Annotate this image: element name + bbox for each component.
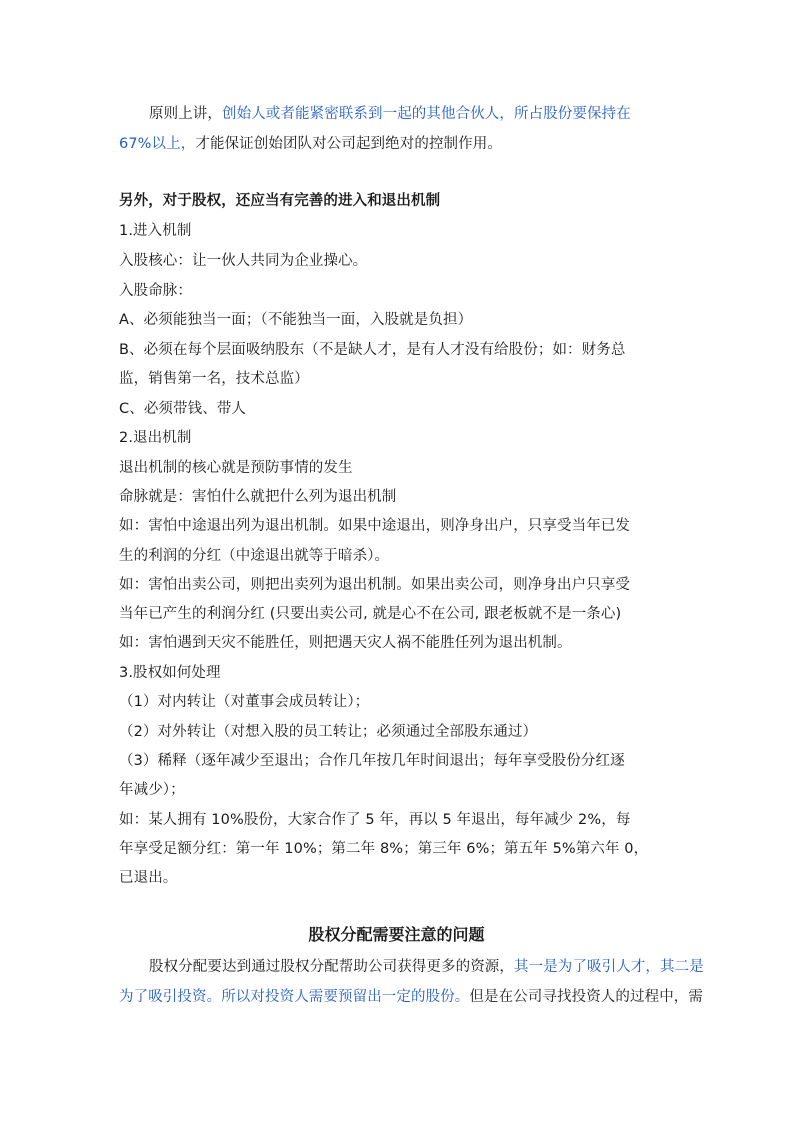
body-line bbox=[119, 987, 704, 1007]
body-line: A、必须能独当一面；（不能独当一面，入股就是负担） bbox=[119, 312, 473, 328]
body-line: 命脉就是：害怕什么就把什么列为退出机制 bbox=[119, 489, 397, 505]
body-line: 如：害怕遇到天灾不能胜任，则把遇天灾人祸不能胜任列为退出机制。 bbox=[119, 635, 572, 651]
body-line: 退出机制的核心就是预防事情的发生 bbox=[119, 460, 353, 476]
body-line: 当年已产生的利润分红 (只要出卖公司, 就是心不在公司, 跟老板就不是一条心) bbox=[119, 606, 622, 622]
intro-line-1 bbox=[149, 104, 709, 124]
section-heading: 另外，对于股权，还应当有完善的进入和退出机制 bbox=[119, 193, 441, 209]
body-line bbox=[149, 957, 704, 977]
intro-highlight: 创始人或者能紧密联系到一起的其他合伙人，所占股份要保持在 bbox=[222, 106, 631, 122]
section-title: 股权分配需要注意的问题 bbox=[308, 925, 485, 944]
body-highlight: 为了吸引投资。所以对投资人需要预留出一定的股份。 bbox=[119, 989, 470, 1005]
body-line: 2.退出机制 bbox=[119, 430, 192, 446]
intro-text: 原则上讲， bbox=[149, 106, 222, 122]
body-text: 但是在公司寻找投资人的过程中，需 bbox=[469, 989, 704, 1005]
body-line: C、必须带钱、带人 bbox=[119, 401, 247, 417]
body-highlight: 其一是为了吸引人才，其二是 bbox=[514, 959, 704, 975]
body-line: 已退出。 bbox=[119, 870, 178, 886]
body-line: 生的利润的分红（中途退出就等于暗杀）。 bbox=[119, 548, 390, 564]
body-line: 如：某人拥有 10%股份，大家合作了 5 年，再以 5 年退出，每年减少 2%，每 bbox=[119, 812, 631, 828]
body-line: （3）稀释（逐年减少至退出；合作几年按几年时间退出；每年享受股份分红逐 bbox=[119, 753, 625, 769]
body-line: （2）对外转让（对想入股的员工转让；必须通过全部股东通过） bbox=[119, 724, 538, 740]
intro-highlight: 67%以上， bbox=[119, 136, 196, 152]
body-line: 入股核心：让一伙人共同为企业操心。 bbox=[119, 253, 368, 269]
body-line: 如：害怕中途退出列为退出机制。如果中途退出，则净身出户，只享受当年已发 bbox=[119, 518, 630, 534]
body-line: 年享受足额分红：第一年 10%；第二年 8%；第三年 6%；第五年 5%第六年 0， bbox=[119, 841, 649, 857]
body-line: 1.进入机制 bbox=[119, 223, 192, 239]
body-line: （1）对内转让（对董事会成员转让）； bbox=[119, 694, 370, 710]
intro-line-2 bbox=[119, 134, 679, 154]
body-line: 3.股权如何处理 bbox=[119, 665, 221, 681]
body-line: 年减少）； bbox=[119, 782, 185, 798]
body-line: B、必须在每个层面吸纳股东（不是缺人才，是有人才没有给股份；如：财务总 bbox=[119, 342, 626, 358]
body-line: 入股命脉： bbox=[119, 283, 192, 299]
body-line: 如：害怕出卖公司，则把出卖列为退出机制。如果出卖公司，则净身出户只享受 bbox=[119, 577, 630, 593]
body-line: 监，销售第一名，技术总监） bbox=[119, 371, 309, 387]
intro-text: 才能保证创始团队对公司起到绝对的控制作用。 bbox=[195, 136, 502, 152]
body-text: 股权分配要达到通过股权分配帮助公司获得更多的资源， bbox=[149, 959, 514, 975]
